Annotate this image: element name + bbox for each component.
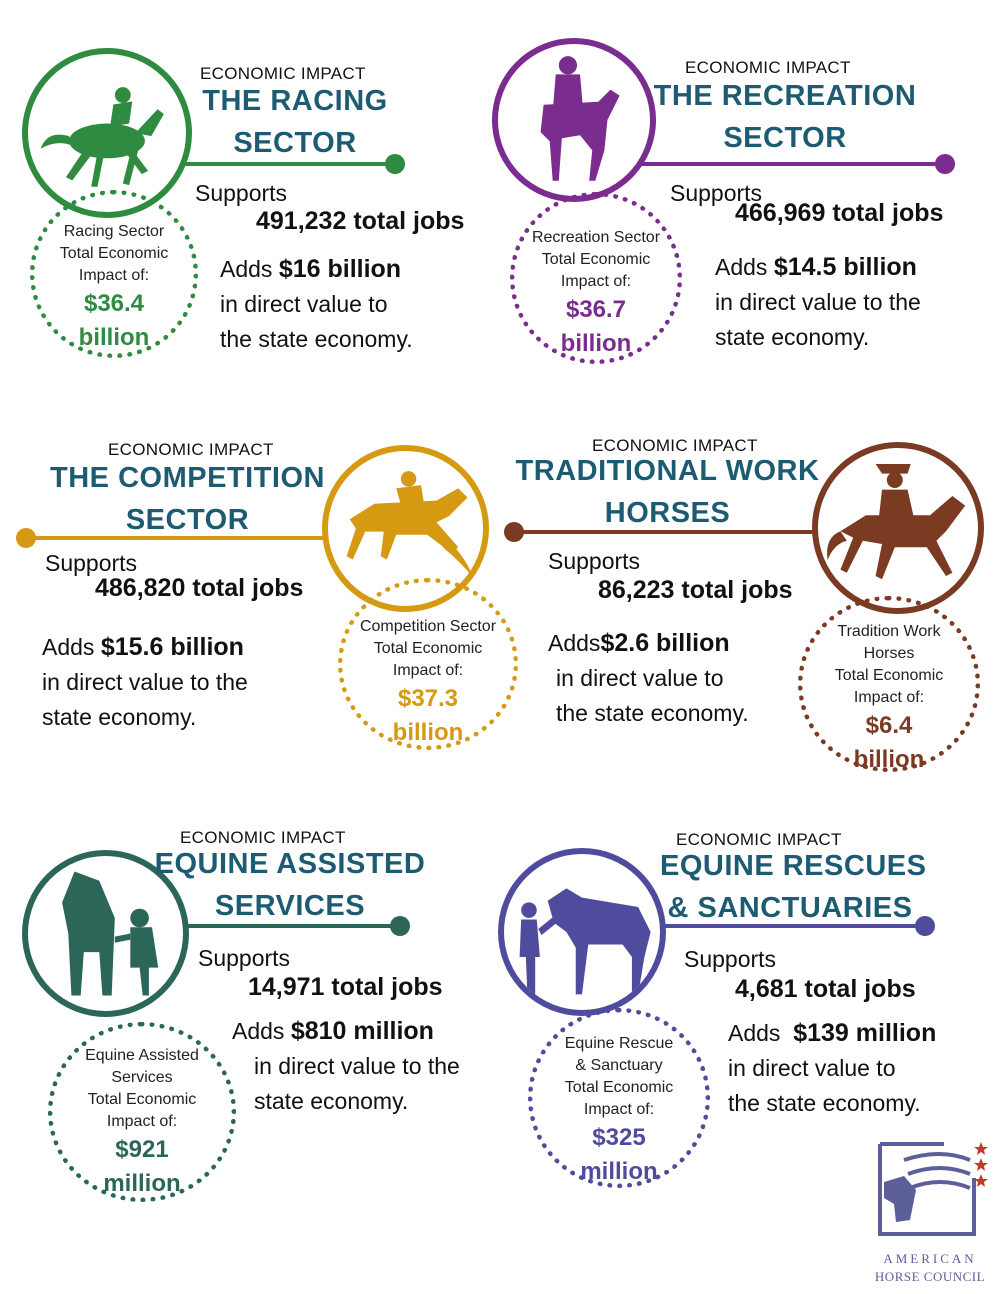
assisted-title xyxy=(150,843,430,927)
assisted-tail1: in direct value to the xyxy=(254,1053,460,1079)
recreation-direct-value: $14.5 billion xyxy=(773,253,917,281)
racing-impact-ring xyxy=(30,190,198,358)
american-horse-council-logo xyxy=(870,1138,990,1288)
recreation-jobs: 466,969 total jobs xyxy=(735,199,944,227)
racing-adds-label: Adds xyxy=(220,256,273,282)
work-title xyxy=(515,450,820,534)
assisted-supports: Supports xyxy=(198,945,291,971)
racing-kicker: ECONOMIC IMPACT xyxy=(200,64,366,83)
work-title-line2: HORSES xyxy=(604,497,731,529)
work-ring-unit: billion xyxy=(853,746,925,773)
recreation-tail2: state economy. xyxy=(715,324,870,350)
rescue-supports: Supports xyxy=(684,946,777,972)
recreation-connector-dot xyxy=(935,154,955,174)
rescue-ring-line2: & Sanctuary xyxy=(575,1057,663,1074)
recreation-ring-unit: billion xyxy=(560,330,632,357)
racing-tail2: the state economy. xyxy=(220,326,413,352)
recreation-adds-label: Adds xyxy=(715,254,768,280)
work-jobs: 86,223 total jobs xyxy=(598,576,793,604)
recreation-tail1: in direct value to the xyxy=(715,289,921,315)
competition-tail2: state economy. xyxy=(42,704,197,730)
racing-direct-value: $16 billion xyxy=(278,255,402,283)
rescue-icon-ring xyxy=(498,848,666,1016)
competition-direct-value: $15.6 billion xyxy=(100,633,244,661)
logo-line2: HORSE COUNCIL xyxy=(874,1269,986,1284)
work-impact-ring xyxy=(798,596,980,772)
racing-supports: Supports xyxy=(195,180,288,206)
rescue-title-line1: EQUINE RESCUES xyxy=(660,850,927,882)
competition-ring-line1: Competition Sector xyxy=(359,618,497,635)
assisted-jobs: 14,971 total jobs xyxy=(248,973,443,1001)
recreation-icon-ring xyxy=(492,38,656,202)
assisted-adds xyxy=(232,1014,502,1119)
recreation-ring-line2: Total Economic xyxy=(541,251,651,268)
racing-title-line2: SECTOR xyxy=(233,127,357,159)
logo-text xyxy=(870,1250,990,1286)
assisted-ring-line4: Impact of: xyxy=(106,1113,178,1130)
competition-title-line2: SECTOR xyxy=(125,504,250,536)
assisted-ring-line2: Services xyxy=(111,1069,173,1086)
work-ring-line4: Impact of: xyxy=(853,689,925,706)
assisted-adds-label: Adds xyxy=(232,1018,285,1044)
assisted-kicker: ECONOMIC IMPACT xyxy=(180,828,346,847)
rescue-ring-unit: million xyxy=(580,1158,658,1185)
competition-tail1: in direct value to the xyxy=(42,669,248,695)
work-adds-label: Adds xyxy=(548,630,601,656)
rescue-ring-line3: Total Economic xyxy=(564,1079,674,1096)
work-direct-value: $2.6 billion xyxy=(600,629,730,657)
competition-kicker: ECONOMIC IMPACT xyxy=(108,440,274,459)
racing-title-line1: THE RACING xyxy=(202,85,388,117)
work-kicker: ECONOMIC IMPACT xyxy=(592,436,758,455)
rescue-ring-line4: Impact of: xyxy=(583,1101,655,1118)
rescue-title-line2: & SANCTUARIES xyxy=(667,892,913,924)
recreation-ring-line3: Impact of: xyxy=(560,273,632,290)
assisted-impact-ring xyxy=(48,1022,236,1202)
horse-rider-icon xyxy=(498,44,650,196)
competition-ring-line3: Impact of: xyxy=(392,662,464,679)
assisted-title-line2: SERVICES xyxy=(214,890,366,922)
work-ring-line2: Horses xyxy=(863,645,915,662)
competition-adds xyxy=(42,630,322,735)
rescue-direct-value: $139 million xyxy=(793,1019,937,1047)
racing-tail1: in direct value to xyxy=(220,291,388,317)
racing-ring-value: $36.4 xyxy=(83,290,145,317)
rescue-title xyxy=(660,845,927,929)
work-adds xyxy=(548,626,808,731)
recreation-title-line1: THE RECREATION xyxy=(653,80,917,112)
work-ring-line1: Tradition Work xyxy=(837,623,941,640)
cowboy-horse-icon xyxy=(818,448,978,608)
racing-ring-line2: Total Economic xyxy=(59,245,169,262)
competition-jobs: 486,820 total jobs xyxy=(95,574,304,602)
work-ring-line3: Total Economic xyxy=(834,667,944,684)
recreation-title xyxy=(650,75,920,159)
competition-ring-unit: billion xyxy=(392,719,464,746)
competition-ring-line2: Total Economic xyxy=(373,640,483,657)
recreation-supports: Supports xyxy=(670,180,763,206)
rescue-impact-ring xyxy=(528,1008,710,1188)
racing-jobs: 491,232 total jobs xyxy=(256,207,465,235)
competition-title-line1: THE COMPETITION xyxy=(50,462,325,494)
competition-title xyxy=(45,457,330,541)
assisted-ring-line1: Equine Assisted xyxy=(85,1047,199,1064)
work-ring-value: $6.4 xyxy=(865,712,913,739)
racing-adds xyxy=(220,252,480,357)
assisted-ring-unit: million xyxy=(103,1170,181,1197)
recreation-connector-line xyxy=(640,162,945,166)
racehorse-jockey-icon xyxy=(28,54,186,212)
rescue-kicker: ECONOMIC IMPACT xyxy=(676,830,842,849)
rescue-tail2: the state economy. xyxy=(728,1090,921,1116)
racing-title xyxy=(190,80,400,164)
competition-supports: Supports xyxy=(45,550,138,576)
rescue-tail1: in direct value to xyxy=(728,1055,896,1081)
rescue-jobs: 4,681 total jobs xyxy=(735,975,916,1003)
recreation-title-line2: SECTOR xyxy=(723,122,847,154)
work-icon-ring xyxy=(812,442,984,614)
recreation-impact-ring xyxy=(510,192,682,364)
recreation-adds xyxy=(715,250,975,355)
assisted-direct-value: $810 million xyxy=(290,1017,434,1045)
logo-line1: AMERICAN xyxy=(883,1251,977,1266)
racing-ring-unit: billion xyxy=(78,324,150,351)
person-horse-icon xyxy=(504,854,660,1010)
work-title-line1: TRADITIONAL WORK xyxy=(515,455,820,487)
assisted-ring-value: $921 xyxy=(115,1136,169,1163)
recreation-ring-line1: Recreation Sector xyxy=(531,229,661,246)
assisted-ring-line3: Total Economic xyxy=(87,1091,197,1108)
rescue-adds xyxy=(728,1016,988,1121)
work-tail1: in direct value to xyxy=(556,665,724,691)
assisted-tail2: state economy. xyxy=(254,1088,409,1114)
rescue-adds-label: Adds xyxy=(728,1020,781,1046)
rescue-ring-line1: Equine Rescue xyxy=(564,1035,674,1052)
competition-adds-label: Adds xyxy=(42,634,95,660)
assisted-title-line1: EQUINE ASSISTED xyxy=(154,848,426,880)
recreation-ring-value: $36.7 xyxy=(565,296,627,323)
work-tail2: the state economy. xyxy=(556,700,749,726)
work-supports: Supports xyxy=(548,548,641,574)
racing-ring-line1: Racing Sector xyxy=(63,223,165,240)
horse-council-emblem-icon xyxy=(870,1138,990,1238)
recreation-kicker: ECONOMIC IMPACT xyxy=(685,58,851,77)
competition-impact-ring xyxy=(338,578,518,750)
racing-ring-line3: Impact of: xyxy=(78,267,150,284)
rescue-ring-value: $325 xyxy=(592,1124,646,1151)
competition-ring-value: $37.3 xyxy=(397,685,459,712)
